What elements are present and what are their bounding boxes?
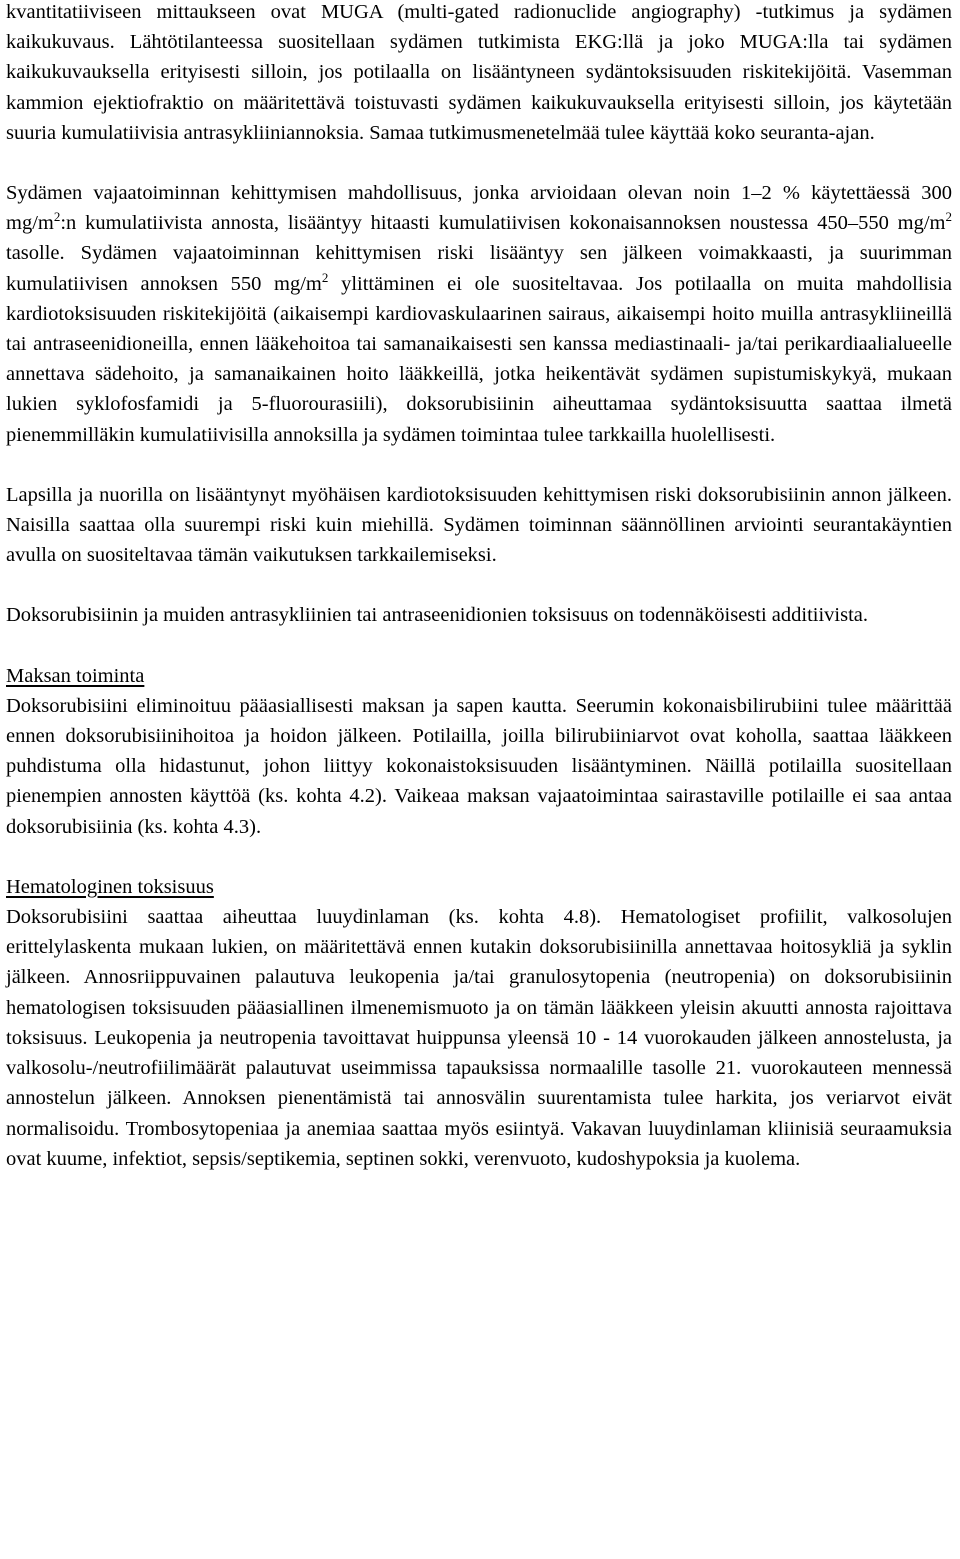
paragraph-spacer <box>6 631 952 661</box>
paragraph-spacer <box>6 450 952 480</box>
superscript: 2 <box>321 269 329 285</box>
document-page <box>6 0 952 1174</box>
section-heading-liver: Maksan toiminta <box>6 664 145 687</box>
section-heading-hematology: Hematologinen toksisuus <box>6 875 214 898</box>
paragraph-children-risk: Lapsilla ja nuorilla on lisääntynyt myöhäisen kardiotoksisuuden kehittymisen riski doksorubisiinin annon jälkeen. Naisilla saattaa olla suurempi riski kuin miehillä. Sydämen toiminnan säännöllinen arviointi seurantakäyntien avulla on suositeltavaa tämän vaikutuksen tarkkailemiseksi. <box>6 483 952 567</box>
text-run: Sydämen vajaatoiminnan kehittymisen mahdollisuus, jonka arvioidaan olevan noin 1–2 % käytettäessä 300 mg/m <box>6 182 952 235</box>
paragraph-cardiac-monitoring: kvantitatiiviseen mittaukseen ovat MUGA (multi-gated radionuclide angiography) -tutkimus ja sydämen kaikukuvaus. Lähtötilanteessa suositellaan sydämen tutkimista EKG:llä ja joko MUGA:lla tai sydämen kaikukuvauksella erityisesti silloin, jos potilaalla on lisääntyneen sydäntoksisuuden riskitekijöitä. Vasemman kammion ejektiofraktio on määritettävä toistuvasti sydämen kaikukuvauksella erityisesti silloin, jos käytetään suuria kumulatiivisia antrasykliiniannoksia. Samaa tutkimusmenetelmää tulee käyttää koko seuranta-ajan. <box>6 1 952 144</box>
paragraph-spacer <box>6 842 952 872</box>
paragraph-spacer <box>6 570 952 600</box>
paragraph-additive-toxicity: Doksorubisiinin ja muiden antrasykliinien tai antraseenidionien toksisuus on todennäköisesti additiivista. <box>6 604 869 627</box>
section-body-liver: Doksorubisiini eliminoituu pääasiallisesti maksan ja sapen kautta. Seerumin kokonaisbilirubiini tulee määrittää ennen doksorubisiinihoitoa ja hoidon jälkeen. Potilailla, joilla bilirubiiniarvot ovat koholla, saattaa lääkkeen puhdistuma olla hidastunut, johon liittyy kokonaistoksisuuden lisääntyminen. Näillä potilailla suositellaan pienempien annosten käyttöä (ks. kohta 4.2). Vaikeaa maksan vajaatoimintaa sairastaville potilaille ei saa antaa doksorubisiinia (ks. kohta 4.3). <box>6 694 952 838</box>
text-run: :n kumulatiivista annosta, lisääntyy hitaasti kumulatiivisen kokonaisannoksen noustessa 450–550 mg/m <box>60 212 946 235</box>
superscript: 2 <box>945 209 952 225</box>
superscript: 2 <box>53 209 61 225</box>
text-run: ylittäminen ei ole suositeltavaa. Jos potilaalla on muita mahdollisia kardiotoksisuuden riskitekijöitä (aikaisempi kardiovaskulaarinen sairaus, aikaisempi hoito muilla antrasykliineillä tai antraseenidioneilla, ennen lääkehoitoa tai samanaikaisesti sen kanssa mediastinaali- ja/tai perikardiaalialueelle annettava sädehoito, ja samanaikainen hoito lääkkeillä, jotka heikentävät sydämen supistumiskykyä, mukaan lukien syklofosfamidi ja 5-fluorourasiili), doksorubisiinin aiheuttamaa sydäntoksisuutta saattaa ilmetä pienemmilläkin kumulatiivisilla annoksilla ja sydämen toimintaa tulee tarkkailla huolellisesti. <box>6 272 952 446</box>
text-run: tasolle. Sydämen vajaatoiminnan kehittymisen riski lisääntyy sen jälkeen voimakkaasti, ja suurimman kumulatiivisen annoksen 550 mg/m <box>6 242 952 295</box>
paragraph-heart-failure-risk <box>6 178 952 450</box>
paragraph-spacer <box>6 148 952 178</box>
section-body-hematology: Doksorubisiini saattaa aiheuttaa luuydinlaman (ks. kohta 4.8). Hematologiset profiilit, valkosolujen erittelylaskenta mukaan lukien, on määritettävä ennen kutakin doksorubisiinilla annettavaa hoitosykliä ja syklin jälkeen. Annosriippuvainen palautuva leukopenia ja/tai granulosytopenia (neutropenia) on doksorubisiinin hematologisen toksisuuden pääasiallinen ilmenemismuoto ja on tämän lääkkeen yleisin akuutti annosta rajoittava toksisuus. Leukopenia ja neutropenia tavoittavat huippunsa yleensä 10 - 14 vuorokauden jälkeen annostelusta, ja valkosolu-/neutrofiilimäärät palautuvat useimmissa tapauksissa normaalille tasolle 21. vuorokauteen mennessä annostelun jälkeen. Annoksen pienentämistä tai annosvälin suurentamista tulee harkita, jos veriarvot eivät normalisoidu. Trombosytopeniaa ja anemiaa saattaa myös esiintyä. Vakavan luuydinlaman kliinisiä seuraamuksia ovat kuume, infektiot, sepsis/septikemia, septinen sokki, verenvuoto, kudoshypoksia ja kuolema. <box>6 906 952 1170</box>
